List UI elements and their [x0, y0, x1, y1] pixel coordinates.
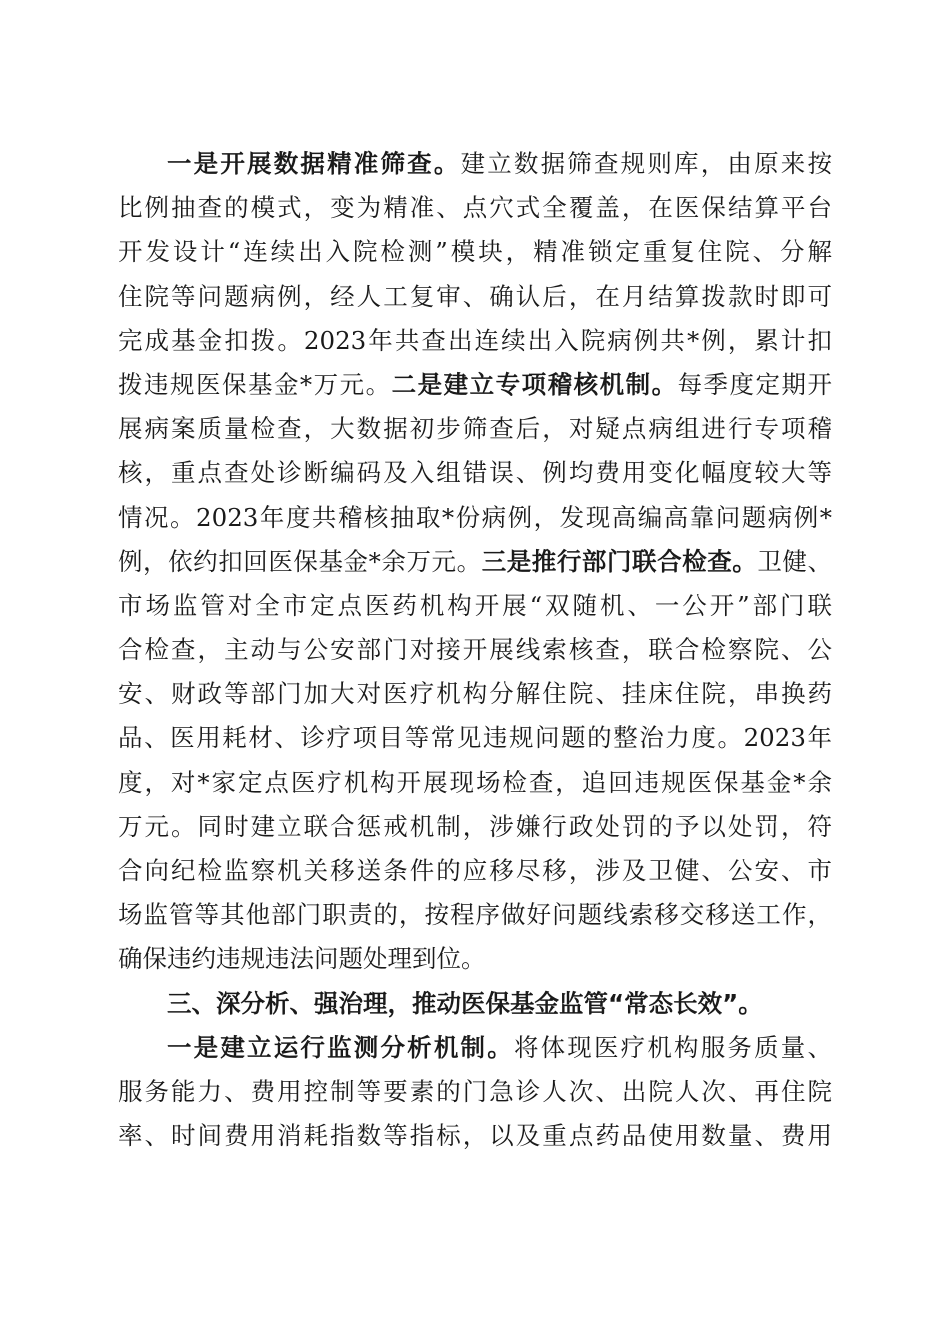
paragraph-data-screening	[118, 142, 832, 982]
text-line: 核，重点查处诊断编码及入组错误、例均费用变化幅度较大等	[118, 458, 832, 488]
text-line: 完成基金扣拨。2023年共查出连续出入院病例共*例，累计扣	[118, 325, 832, 355]
text-line: 率、时间费用消耗指数等指标，以及重点药品使用数量、费用	[118, 1121, 832, 1151]
run-in-heading: 一是建立运行监测分析机制。	[167, 1032, 514, 1062]
text-line: 住院等问题病例，经人工复审、确认后，在月结算拨款时即可	[118, 281, 832, 311]
text-line: 展病案质量检查，大数据初步筛查后，对疑点病组进行专项稽	[118, 414, 832, 444]
text-line: 安、财政等部门加大对医疗机构分解住院、挂床住院，串换药	[118, 679, 832, 709]
text-line: 服务能力、费用控制等要素的门急诊人次、出院人次、再住院	[118, 1076, 832, 1106]
text-line: 市场监管对全市定点医药机构开展“双随机、一公开”部门联	[118, 590, 832, 620]
paragraph-monitoring-analysis	[118, 1026, 832, 1159]
run-in-heading: 一是开展数据精准筛查。	[167, 149, 461, 178]
document-body	[118, 142, 832, 1158]
text-line: 合检查，主动与公安部门对接开展线索核查，联合检察院、公	[118, 635, 832, 665]
text-line: 确保违约违规违法问题处理到位。	[118, 944, 486, 974]
text-line: 例，依约扣回医保基金*余万元。三是推行部门联合检查。卫健、	[118, 546, 832, 576]
text-line: 万元。同时建立联合惩戒机制，涉嫌行政处罚的予以处罚，符	[118, 811, 832, 841]
text-line: 情况。2023年度共稽核抽取*份病例，发现高编高靠问题病例*	[118, 502, 832, 532]
text-line: 拨违规医保基金*万元。二是建立专项稽核机制。每季度定期开	[118, 369, 833, 399]
text-line: 场监管等其他部门职责的，按程序做好问题线索移交移送工作，	[118, 900, 832, 930]
text-line: 一是建立运行监测分析机制。将体现医疗机构服务质量、	[167, 1032, 832, 1062]
text-line: 一是开展数据精准筛查。建立数据筛查规则库，由原来按	[167, 149, 832, 178]
run-in-heading: 二是建立专项稽核机制。	[391, 369, 678, 399]
text-line: 度，对*家定点医疗机构开展现场检查，追回违规医保基金*余	[118, 767, 832, 797]
text-line: 比例抽查的模式，变为精准、点穴式全覆盖，在医保结算平台	[118, 193, 832, 223]
text-line: 开发设计“连续出入院检测”模块，精准锁定重复住院、分解	[118, 237, 832, 267]
text-line: 品、医用耗材、诊疗项目等常见违规问题的整治力度。2023年	[118, 723, 832, 753]
run-in-heading: 三是推行部门联合检查。	[481, 546, 758, 576]
text-line: 合向纪检监察机关移送条件的应移尽移，涉及卫健、公安、市	[118, 856, 832, 885]
section-heading: 三、深分析、强治理，推动医保基金监管“常态长效”。	[167, 988, 763, 1018]
